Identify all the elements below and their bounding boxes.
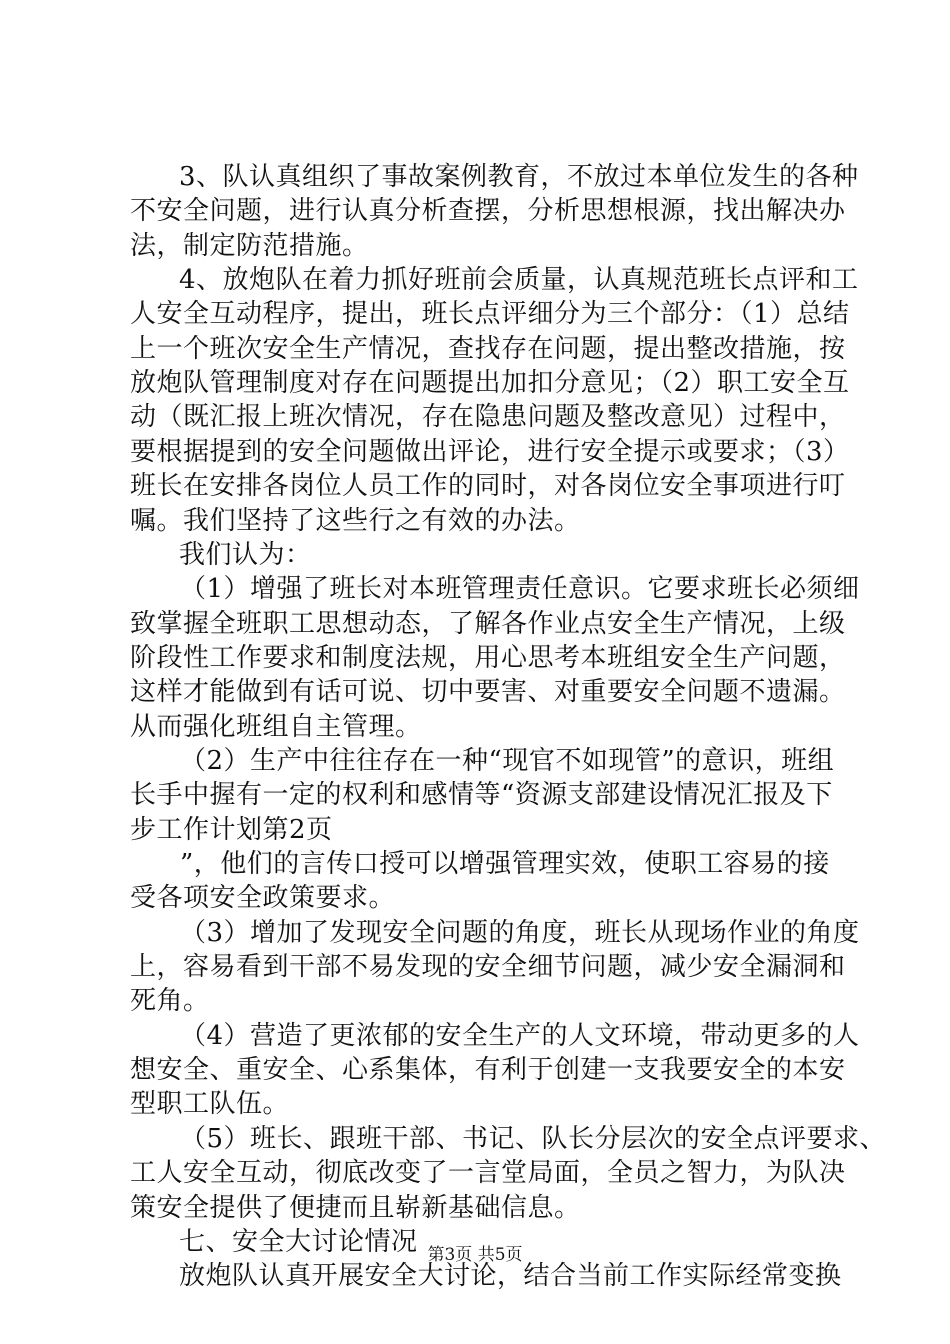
text-line: 动（既汇报上班次情况，存在隐患问题及整改意见）过程中， — [130, 402, 846, 433]
text-line: 3、队认真组织了事故案例教育，不放过本单位发生的各种 — [179, 162, 859, 192]
text-line: 这样才能做到有话可说、切中要害、对重要安全问题不遗漏。 — [130, 677, 846, 708]
text-line: 人安全互动程序，提出，班长点评细分为三个部分：（1）总结 — [130, 299, 850, 330]
text-line: 我们认为： — [179, 539, 312, 570]
text-line: ”，他们的言传口授可以增强管理实效，使职工容易的接 — [180, 849, 830, 879]
text-line: 要根据提到的安全问题做出评论，进行安全提示或要求；（3） — [130, 436, 850, 467]
text-line: 长手中握有一定的权利和感情等“资源支部建设情况汇报及下 — [130, 780, 833, 811]
text-line: 受各项安全政策要求。 — [130, 883, 396, 914]
section-heading: 七、安全大讨论情况 — [179, 1226, 418, 1257]
text-line: 策安全提供了便捷而且崭新基础信息。 — [130, 1192, 581, 1223]
text-line: 4、放炮队在着力抓好班前会质量，认真规范班长点评和工 — [179, 265, 859, 296]
text-line: （3）增加了发现安全问题的角度，班长从现场作业的角度 — [180, 917, 860, 948]
text-line: 阶段性工作要求和制度法规，用心思考本班组安全生产问题， — [130, 642, 846, 673]
text-line: 班长在安排各岗位人员工作的同时，对各岗位安全事项进行叮 — [130, 471, 846, 502]
text-line: 放炮队管理制度对存在问题提出加扣分意见；（2）职工安全互 — [130, 368, 850, 399]
text-line: 不安全问题，进行认真分析查摆，分析思想根源，找出解决办 — [130, 196, 846, 227]
page-footer: 第3页 共5页 — [427, 1245, 523, 1265]
text-line: 法，制定防范措施。 — [130, 230, 369, 261]
text-line: 型职工队伍。 — [130, 1089, 290, 1120]
text-line: 上一个班次安全生产情况，查找存在问题，提出整改措施，按 — [130, 333, 846, 364]
text-line: 步工作计划第2页 — [130, 814, 333, 845]
text-line: 致掌握全班职工思想动态，了解各作业点安全生产情况，上级 — [130, 608, 846, 639]
text-line: 死角。 — [130, 986, 210, 1017]
text-line: （1）增强了班长对本班管理责任意识。它要求班长必须细 — [180, 574, 860, 605]
text-line: 工人安全互动，彻底改变了一言堂局面，全员之智力，为队决 — [130, 1158, 846, 1189]
text-line: 想安全、重安全、心系集体，有利于创建一支我要安全的本安 — [130, 1055, 846, 1086]
text-line: 放炮队认真开展安全大讨论，结合当前工作实际经常变换 — [179, 1261, 842, 1292]
text-line: 上，容易看到干部不易发现的安全细节问题，减少安全漏洞和 — [130, 952, 846, 983]
text-line: （2）生产中往往存在一种“现官不如现管”的意识，班组 — [180, 745, 835, 776]
text-line: （5）班长、跟班干部、书记、队长分层次的安全点评要求、 — [180, 1123, 887, 1154]
text-line: 嘱。我们坚持了这些行之有效的办法。 — [130, 505, 581, 536]
text-line: 从而强化班组自主管理。 — [130, 711, 422, 742]
text-line: （4）营造了更浓郁的安全生产的人文环境，带动更多的人 — [180, 1020, 860, 1051]
